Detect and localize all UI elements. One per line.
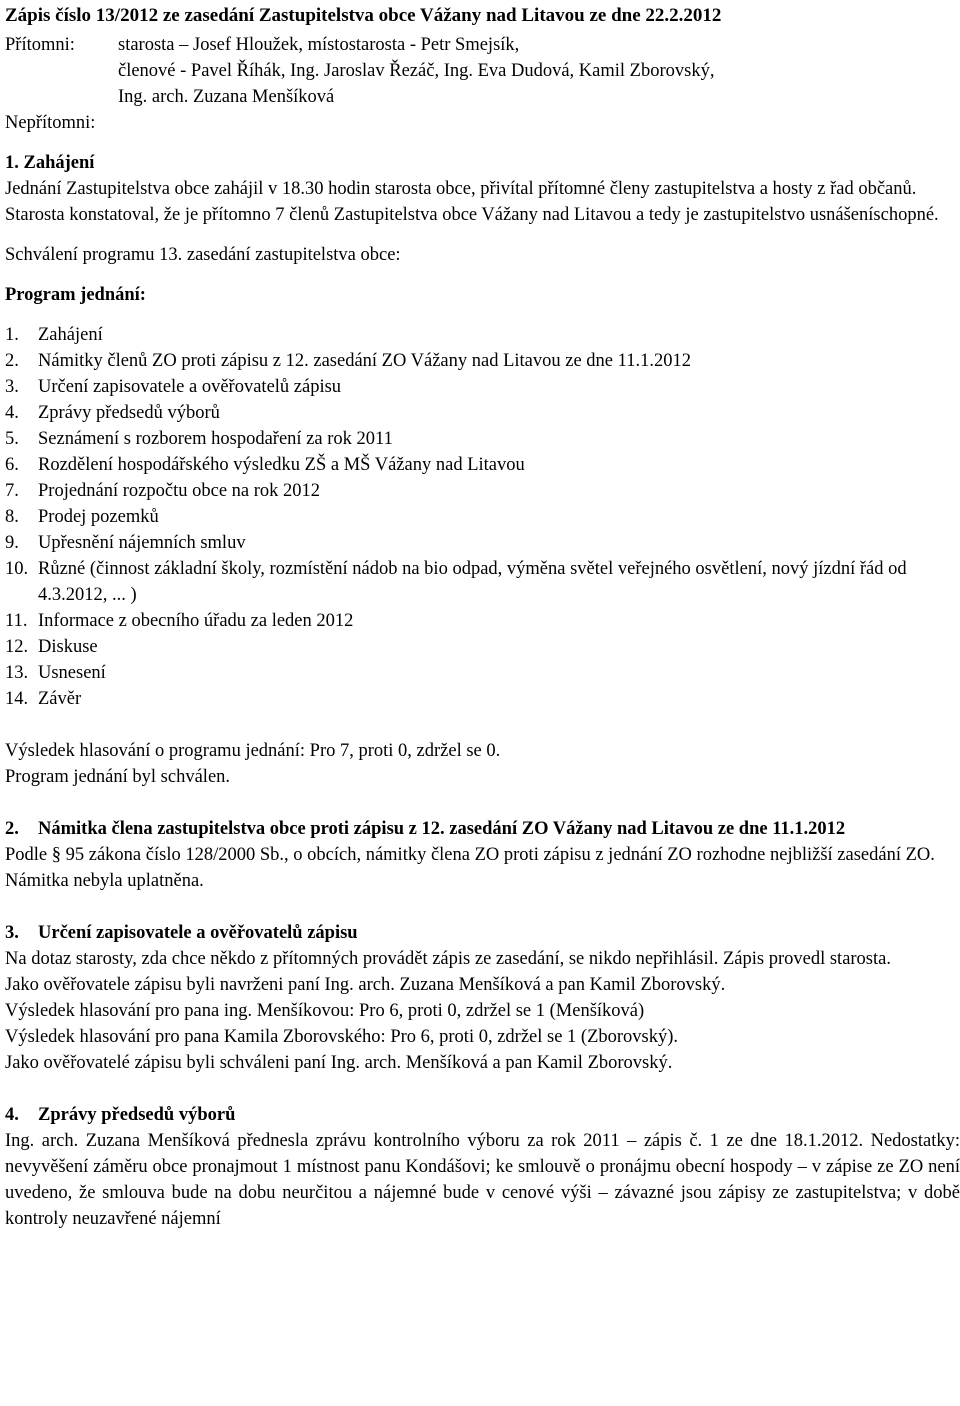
attendance-present — [5, 32, 960, 110]
list-item: 11. Informace z obecního úřadu za leden 2012 — [5, 611, 354, 631]
section-3-paragraph: Výsledek hlasování pro pana Kamila Zborovského: Pro 6, proti 0, zdržel se 1 (Zborovský). — [5, 1027, 679, 1047]
present-names — [118, 32, 714, 110]
program-list — [5, 322, 960, 712]
section-3-paragraph: Jako ověřovatele zápisu byli navrženi paní Ing. arch. Zuzana Menšíková a pan Kamil Zborovský. — [5, 975, 726, 995]
program-heading: Program jednání: — [5, 285, 146, 305]
list-item: 9. Upřesnění nájemních smluv — [5, 533, 246, 553]
section-2-paragraph: Námitka nebyla uplatněna. — [5, 871, 204, 891]
section-4-heading: 4. Zprávy předsedů výborů — [5, 1105, 236, 1125]
section-1-heading: 1. Zahájení — [5, 153, 95, 173]
list-item: 2. Námitky členů ZO proti zápisu z 12. zasedání ZO Vážany nad Litavou ze dne 11.1.2012 — [5, 351, 691, 371]
list-item: 10. Různé (činnost základní školy, rozmístění nádob na bio odpad, výměna světel veřejného osvětlení, nový jízdní řád od 4.3.2012, ... ) — [5, 559, 907, 605]
list-item: 13. Usnesení — [5, 663, 106, 683]
section-3-paragraph: Výsledek hlasování pro pana ing. Menšíkovou: Pro 6, proti 0, zdržel se 1 (Menšíková) — [5, 1001, 645, 1021]
section-1-paragraph: Jednání Zastupitelstva obce zahájil v 18.30 hodin starosta obce, přivítal přítomné členy zastupitelstva a hosty z řad občanů. — [5, 179, 917, 199]
present-line: Ing. arch. Zuzana Menšíková — [118, 87, 335, 107]
section-3-paragraph: Na dotaz starosty, zda chce někdo z přítomných provádět zápis ze zasedání, se nikdo nepřihlásil. Zápis provedl starosta. — [5, 949, 891, 969]
program-approved: Program jednání byl schválen. — [5, 767, 231, 787]
section-1-paragraph: Starosta konstatoval, že je přítomno 7 členů Zastupitelstva obce Vážany nad Litavou a tedy je zastupitelstvo usnášeníschopné. — [5, 205, 939, 225]
list-item: 4. Zprávy předsedů výborů — [5, 403, 220, 423]
list-item: 12. Diskuse — [5, 637, 98, 657]
list-item: 7. Projednání rozpočtu obce na rok 2012 — [5, 481, 321, 501]
list-item: 14. Závěr — [5, 689, 82, 709]
section-4-paragraph: Ing. arch. Zuzana Menšíková přednesla zprávu kontrolního výboru za rok 2011 – zápis č. 1 ze dne 18.1.2012. Nedostatky: nevyvěšení záměru obce pronajmout 1 místnost panu Kondášovi; ke smlouvě o pronájmu obecní hospody – v zápise ze ZO není uvedeno, že smlouva bude na dobu neurčitou a nájemné bude v cenové výši – závazné jsou zápisy ze zastupitelstva; v době kontroly neuzavřené nájemní — [5, 1131, 960, 1229]
document-title: Zápis číslo 13/2012 ze zasedání Zastupitelstva obce Vážany nad Litavou ze dne 22.2.2012 — [5, 5, 722, 26]
present-line: starosta – Josef Hloužek, místostarosta - Petr Smejsík, — [118, 35, 520, 55]
program-vote-result: Výsledek hlasování o programu jednání: Pro 7, proti 0, zdržel se 0. — [5, 741, 501, 761]
present-label: Přítomni: — [5, 35, 75, 55]
section-2-paragraph: Podle § 95 zákona číslo 128/2000 Sb., o obcích, námitky člena ZO proti zápisu z jednání ZO rozhodne nejbližší zasedání ZO. — [5, 845, 935, 865]
list-item: 6. Rozdělení hospodářského výsledku ZŠ a MŠ Vážany nad Litavou — [5, 455, 525, 475]
list-item: 5. Seznámení s rozborem hospodaření za rok 2011 — [5, 429, 393, 449]
list-item: 8. Prodej pozemků — [5, 507, 159, 527]
list-item: 3. Určení zapisovatele a ověřovatelů zápisu — [5, 377, 342, 397]
section-3-heading: 3. Určení zapisovatele a ověřovatelů zápisu — [5, 923, 358, 943]
list-item: 1. Zahájení — [5, 325, 103, 345]
present-line: členové - Pavel Říhák, Ing. Jaroslav Řezáč, Ing. Eva Dudová, Kamil Zborovský, — [118, 61, 715, 81]
section-2-heading: 2. Námitka člena zastupitelstva obce proti zápisu z 12. zasedání ZO Vážany nad Litavou ze dne 11.1.2012 — [5, 819, 846, 839]
absent-label: Nepřítomni: — [5, 113, 96, 133]
program-approval-intro: Schválení programu 13. zasedání zastupitelstva obce: — [5, 245, 401, 265]
section-3-paragraph: Jako ověřovatelé zápisu byli schváleni paní Ing. arch. Menšíková a pan Kamil Zborovský. — [5, 1053, 673, 1073]
